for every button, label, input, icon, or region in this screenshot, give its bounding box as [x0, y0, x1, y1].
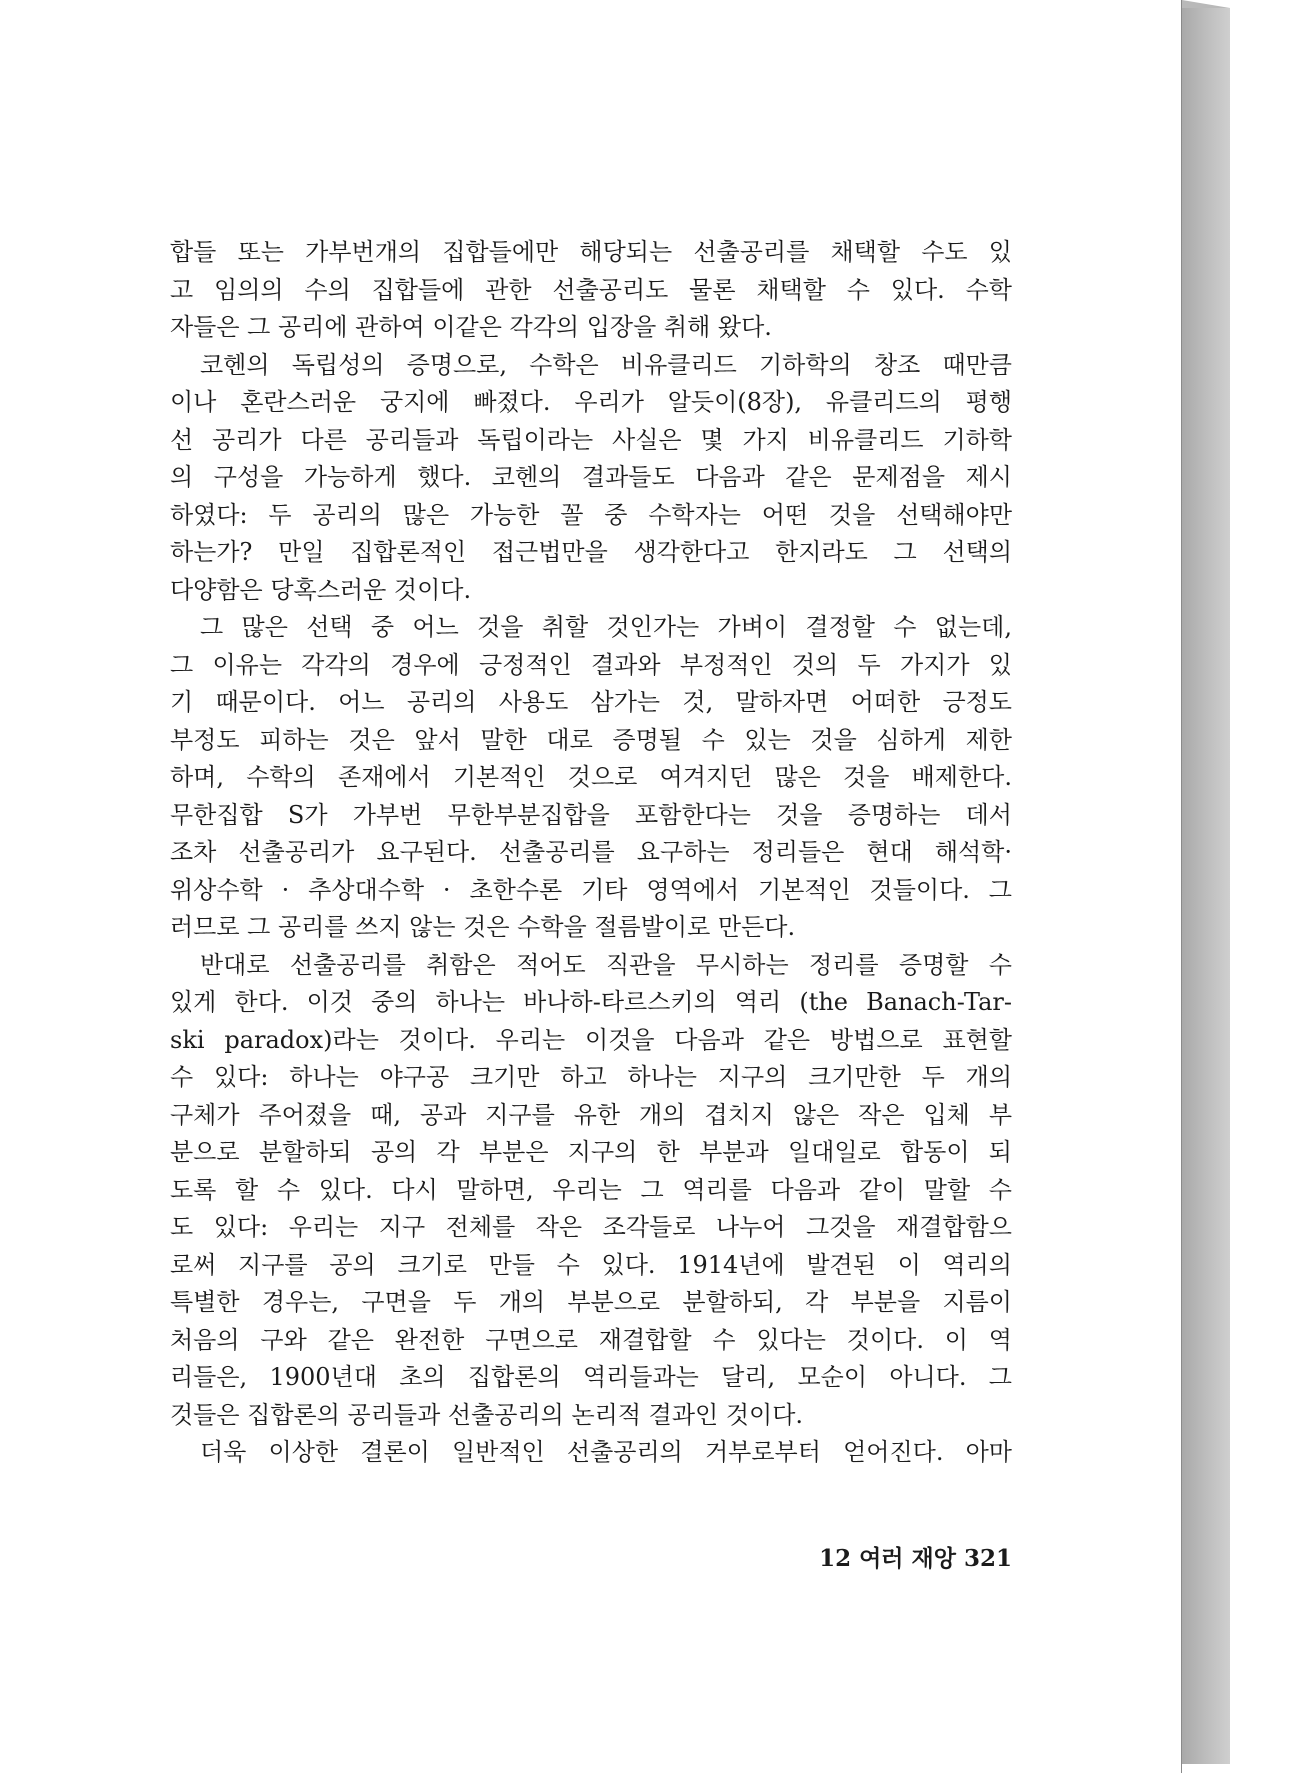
text-line: ski paradox)라는 것이다. 우리는 이것을 다음과 같은 방법으로 표현할 [170, 1025, 1012, 1054]
text-line: 구체가 주어졌을 때, 공과 지구를 유한 개의 겹치지 않은 작은 입체 부 [170, 1100, 1012, 1129]
text-line: 의 구성을 가능하게 했다. 코헨의 결과들도 다음과 같은 문제점을 제시 [170, 463, 1012, 491]
text-line: 기 때문이다. 어느 공리의 사용도 삼가는 것, 말하자면 어떠한 긍정도 [170, 688, 1012, 716]
text-line: 고 임의의 수의 집합들에 관한 선출공리도 물론 채택할 수 있다. 수학 [170, 275, 1012, 304]
text-line: 하며, 수학의 존재에서 기본적인 것으로 여겨지던 많은 것을 배제한다. [170, 763, 1012, 791]
text-line: 그 이유는 각각의 경우에 긍정적인 결과와 부정적인 것의 두 가지가 있 [170, 650, 1012, 679]
running-footer: 12 여러 재앙 321 [819, 1545, 1012, 1572]
text-line: 더욱 이상한 결론이 일반적인 선출공리의 거부로부터 얻어진다. 아마 [200, 1438, 1012, 1466]
text-line: 하였다: 두 공리의 많은 가능한 꼴 중 수학자는 어떤 것을 선택해야만 [170, 500, 1012, 529]
text-line: 위상수학 · 추상대수학 · 초한수론 기타 영역에서 기본적인 것들이다. 그 [170, 875, 1012, 904]
text-line: 이나 혼란스러운 궁지에 빠졌다. 우리가 알듯이(8장), 유클리드의 평행 [170, 388, 1012, 416]
text-line: 리들은, 1900년대 초의 집합론의 역리들과는 달리, 모순이 아니다. 그 [170, 1363, 1012, 1391]
text-line: 부정도 피하는 것은 앞서 말한 대로 증명될 수 있는 것을 심하게 제한 [170, 725, 1012, 754]
text-line: 반대로 선출공리를 취함은 적어도 직관을 무시하는 정리를 증명할 수 [200, 950, 1012, 979]
text-line: 있게 한다. 이것 중의 하나는 바나하-타르스키의 역리 (the Banach-Tar- [170, 988, 1012, 1016]
text-line: 다양함은 당혹스러운 것이다. [170, 575, 472, 604]
text-line: 분으로 분할하되 공의 각 부분은 지구의 한 부분과 일대일로 합동이 되 [170, 1138, 1012, 1166]
body-text [170, 234, 1012, 1472]
text-line: 처음의 구와 같은 완전한 구면으로 재결합할 수 있다는 것이다. 이 역 [170, 1325, 1012, 1354]
text-line: 그 많은 선택 중 어느 것을 취할 것인가는 가벼이 결정할 수 없는데, [200, 613, 1012, 641]
text-line: 특별한 경우는, 구면을 두 개의 부분으로 분할하되, 각 부분을 지름이 [170, 1288, 1012, 1316]
text-line: 것들은 집합론의 공리들과 선출공리의 논리적 결과인 것이다. [170, 1400, 804, 1429]
text-line: 도 있다: 우리는 지구 전체를 작은 조각들로 나누어 그것을 재결합함으 [170, 1213, 1012, 1241]
text-line: 무한집합 S가 가부번 무한부분집합을 포함한다는 것을 증명하는 데서 [170, 800, 1012, 829]
text-line: 합들 또는 가부번개의 집합들에만 해당되는 선출공리를 채택할 수도 있 [170, 238, 1012, 266]
text-line: 로써 지구를 공의 크기로 만들 수 있다. 1914년에 발견된 이 역리의 [170, 1250, 1012, 1279]
text-line: 자들은 그 공리에 관하여 이같은 각각의 입장을 취해 왔다. [170, 313, 772, 341]
page-edge-shadow [1182, 8, 1230, 1764]
text-line: 하는가? 만일 집합론적인 접근법만을 생각한다고 한지라도 그 선택의 [170, 538, 1012, 566]
text-line: 수 있다: 하나는 야구공 크기만 하고 하나는 지구의 크기만한 두 개의 [170, 1063, 1012, 1091]
text-line: 도록 할 수 있다. 다시 말하면, 우리는 그 역리를 다음과 같이 말할 수 [170, 1175, 1012, 1204]
text-line: 러므로 그 공리를 쓰지 않는 것은 수학을 절름발이로 만든다. [170, 913, 796, 941]
text-line: 선 공리가 다른 공리들과 독립이라는 사실은 몇 가지 비유클리드 기하학 [170, 425, 1012, 454]
text-line: 조차 선출공리가 요구된다. 선출공리를 요구하는 정리들은 현대 해석학· [170, 838, 1012, 866]
text-line: 코헨의 독립성의 증명으로, 수학은 비유클리드 기하학의 창조 때만큼 [200, 350, 1012, 379]
